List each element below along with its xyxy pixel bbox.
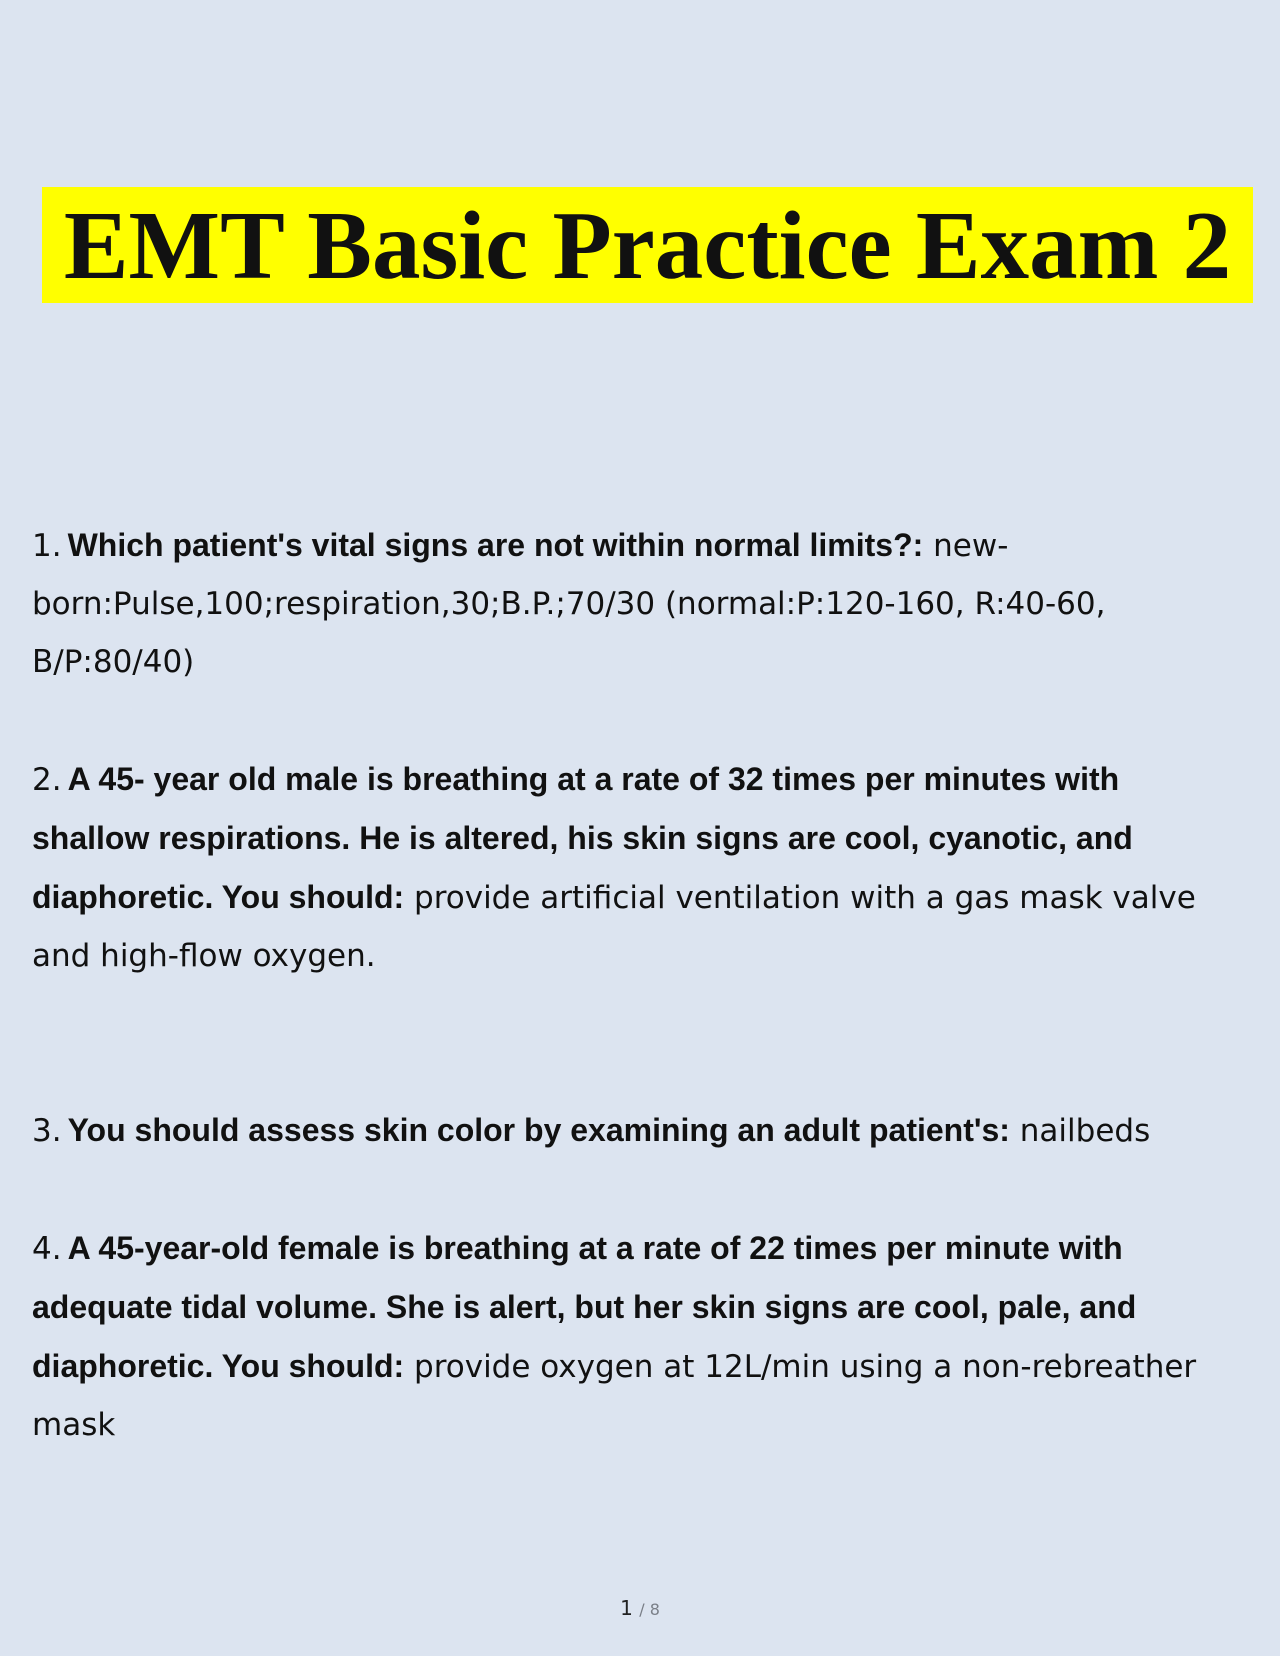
question-item-4: [32, 1219, 1232, 1454]
question-number: 4.: [32, 1231, 62, 1267]
question-text: You should assess skin color by examining an adult patient's:: [67, 1112, 1010, 1148]
question-text: A 45-year-old female is breathing at a rate of 22 times per minute with adequate tidal volume. She is alert, but her skin signs are cool, pale, and diaphoretic. You should:: [32, 1230, 1137, 1384]
question-item-2: [32, 750, 1232, 985]
question-text: A 45- year old male is breathing at a rate of 32 times per minutes with shallow respirations. He is altered, his skin signs are cool, cyanotic, and diaphoretic. You should:: [32, 761, 1133, 915]
total-pages: / 8: [639, 1600, 660, 1619]
answer-text: new-born:Pulse,100;respiration,30;B.P.;70/30 (normal:P:120-160, R:40-60, B/P:80/40): [32, 528, 1106, 680]
answer-text: provide oxygen at 12L/min using a non-rebreather mask: [32, 1349, 1197, 1443]
answer-text: provide artificial ventilation with a gas mask valve and high-flow oxygen.: [32, 880, 1196, 974]
question-number: 3.: [32, 1113, 62, 1149]
question-item-1: [32, 516, 1232, 691]
question-number: 1.: [32, 528, 62, 564]
document-title: EMT Basic Practice Exam 2: [63, 191, 1232, 299]
current-page: 1: [620, 1596, 633, 1620]
question-number: 2.: [32, 762, 62, 798]
answer-text: nailbeds: [1019, 1113, 1151, 1149]
question-text: Which patient's vital signs are not within normal limits?:: [67, 527, 924, 563]
question-item-3: [32, 1101, 1232, 1160]
page-indicator: [0, 1596, 1280, 1620]
title-highlight: [42, 187, 1253, 303]
